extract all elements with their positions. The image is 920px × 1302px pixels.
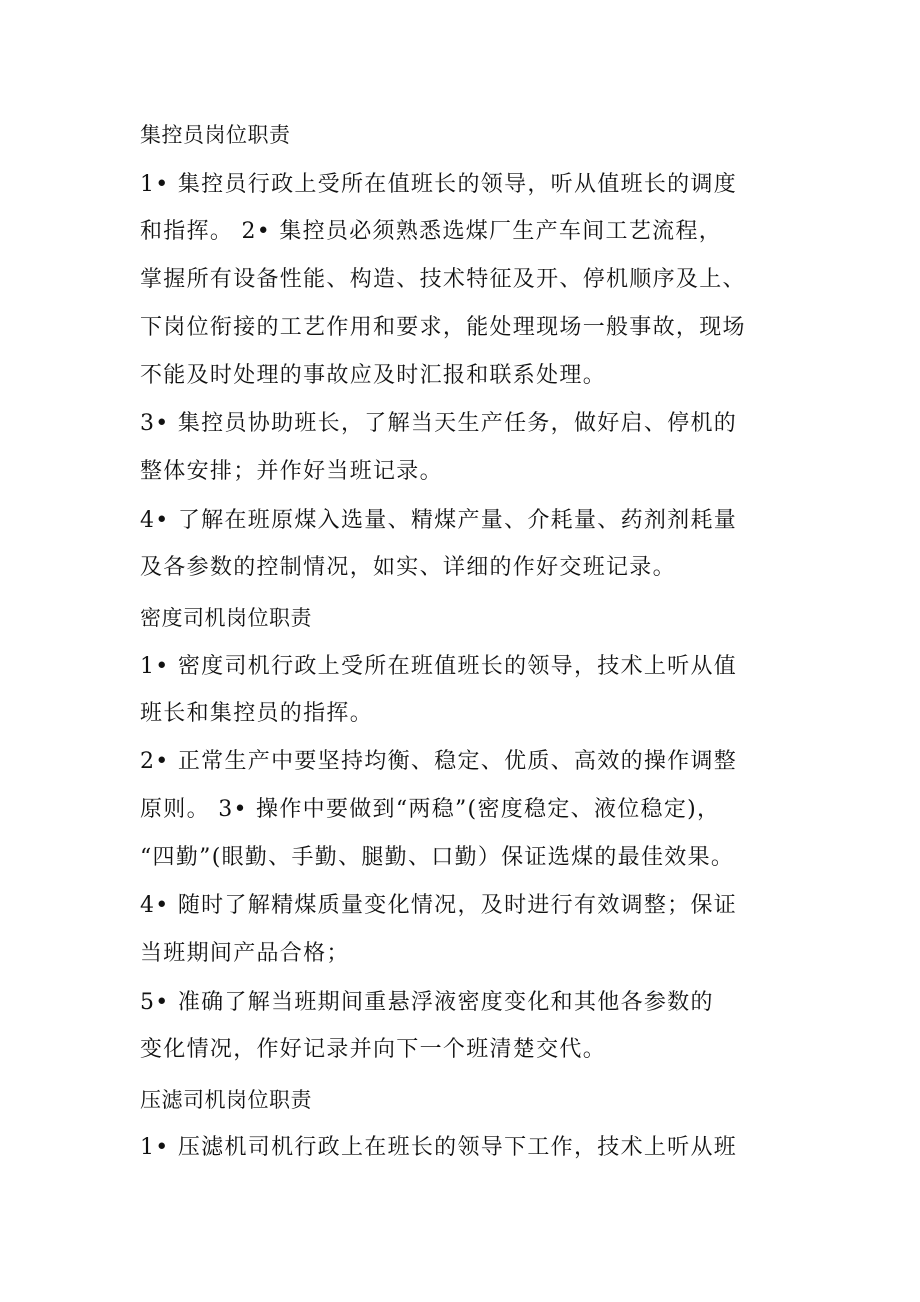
paragraph-line: 原则。 3• 操作中要做到“两稳”(密度稳定、液位稳定)， (140, 797, 721, 822)
paragraph-line: 1• 密度司机行政上受所在班值班长的领导，技术上听从值 (140, 654, 738, 679)
paragraph-line: 班长和集控员的指挥。 (140, 701, 374, 726)
paragraph-line: 和指挥。 2• 集控员必须熟悉选煤厂生产车间工艺流程， (140, 219, 723, 244)
paragraph-line: 不能及时处理的事故应及时汇报和联系处理。 (140, 363, 607, 388)
paragraph-line: 及各参数的控制情况，如实、详细的作好交班记录。 (140, 555, 676, 580)
paragraph-line: 3• 集控员协助班长，了解当天生产任务，做好启、停机的 (140, 411, 738, 436)
section-heading-density-operator: 密度司机岗位职责 (140, 606, 312, 630)
paragraph-line: 4• 随时了解精煤质量变化情况，及时进行有效调整；保证 (140, 893, 738, 918)
paragraph-line: 1• 压滤机司机行政上在班长的领导下工作，技术上听从班 (140, 1135, 738, 1160)
paragraph-line: 变化情况，作好记录并向下一个班清楚交代。 (140, 1037, 607, 1062)
paragraph-line: 当班期间产品合格； (140, 941, 350, 966)
paragraph-line: 2• 正常生产中要坚持均衡、稳定、优质、高效的操作调整 (140, 749, 738, 774)
paragraph-line: 整体安排；并作好当班记录。 (140, 459, 443, 484)
section-heading-central-control: 集控员岗位职责 (140, 123, 291, 147)
paragraph-line: “四勤”(眼勤、手勤、腿勤、口勤）保证选煤的最佳效果。 (140, 845, 735, 870)
paragraph-line: 下岗位衔接的工艺作用和要求，能处理现场一般事故，现场 (140, 315, 746, 340)
paragraph-line: 1• 集控员行政上受所在值班长的领导，听从值班长的调度 (140, 172, 738, 197)
paragraph-line: 5• 准确了解当班期间重悬浮液密度变化和其他各参数的 (140, 990, 714, 1015)
section-heading-filter-press-operator: 压滤司机岗位职责 (140, 1088, 312, 1112)
paragraph-line: 掌握所有设备性能、构造、技术特征及开、停机顺序及上、 (140, 267, 746, 292)
paragraph-line: 4• 了解在班原煤入选量、精煤产量、介耗量、药剂剂耗量 (140, 508, 738, 533)
